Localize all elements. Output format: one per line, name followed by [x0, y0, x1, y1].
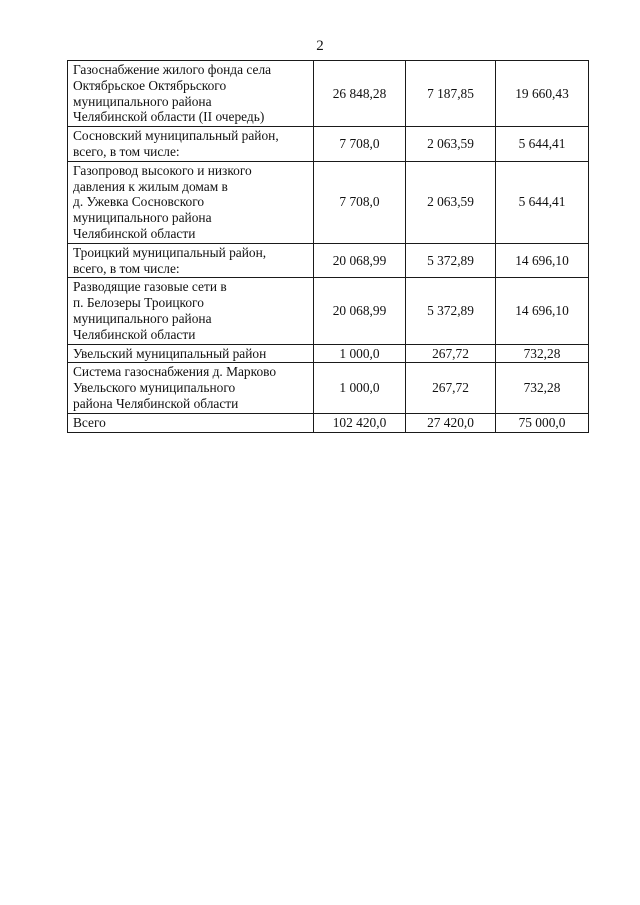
- row-name-cell: [68, 278, 314, 344]
- row-name-line: п. Белозеры Троицкого: [73, 295, 204, 311]
- total-amount-cell: 1 000,0: [314, 344, 406, 363]
- total-amount-cell: 26 848,28: [314, 61, 406, 127]
- row-name-cell: [68, 344, 314, 363]
- total-amount-cell: 20 068,99: [314, 278, 406, 344]
- row-name-line: Октябрьское Октябрьского: [73, 77, 227, 93]
- row-name-line: Разводящие газовые сети в: [73, 279, 227, 295]
- amount-cell: 5 644,41: [496, 161, 589, 243]
- total-amount-cell: 20 068,99: [314, 243, 406, 278]
- table-row: [68, 61, 589, 127]
- funding-table: [67, 60, 589, 433]
- row-name-line: муниципального района: [73, 310, 212, 326]
- total-amount-cell: 7 708,0: [314, 127, 406, 162]
- row-name-cell: [68, 61, 314, 127]
- table-total-row: [68, 413, 589, 432]
- amount-cell: 14 696,10: [496, 278, 589, 344]
- row-name-line: муниципального района: [73, 93, 212, 109]
- row-name-line: Увельского муниципального: [73, 380, 236, 396]
- row-name-line: Газопровод высокого и низкого: [73, 162, 252, 178]
- row-name-line: Троицкий муниципальный район,: [73, 244, 267, 260]
- amount-cell: 732,28: [496, 363, 589, 413]
- amount-cell: 5 644,41: [496, 127, 589, 162]
- table-row: [68, 363, 589, 413]
- row-name-cell: [68, 243, 314, 278]
- amount-cell: 5 372,89: [406, 243, 496, 278]
- row-name-line: Челябинской области: [73, 225, 196, 241]
- total-amount-cell: 7 708,0: [314, 161, 406, 243]
- row-name-line: Всего: [73, 414, 106, 430]
- row-name-cell: [68, 161, 314, 243]
- amount-cell: 7 187,85: [406, 61, 496, 127]
- row-name-line: Увельский муниципальный район: [73, 345, 267, 361]
- page-number: 2: [316, 38, 324, 54]
- row-name-line: Челябинской области: [73, 326, 196, 342]
- amount-cell: 19 660,43: [496, 61, 589, 127]
- row-name-line: Челябинской области (II очередь): [73, 109, 265, 125]
- row-name-line: всего, в том числе:: [73, 260, 180, 276]
- row-name-cell: [68, 413, 314, 432]
- row-name-line: Сосновский муниципальный район,: [73, 128, 279, 144]
- amount-cell: 2 063,59: [406, 127, 496, 162]
- table-row: [68, 127, 589, 162]
- row-name-cell: [68, 363, 314, 413]
- total-amount-cell: 1 000,0: [314, 363, 406, 413]
- row-name-line: района Челябинской области: [73, 395, 239, 411]
- total-amount-cell: 102 420,0: [314, 413, 406, 432]
- table-row: [68, 243, 589, 278]
- row-name-line: муниципального района: [73, 210, 212, 226]
- table-row: [68, 278, 589, 344]
- amount-cell: 14 696,10: [496, 243, 589, 278]
- amount-cell: 75 000,0: [496, 413, 589, 432]
- amount-cell: 2 063,59: [406, 161, 496, 243]
- amount-cell: 5 372,89: [406, 278, 496, 344]
- row-name-line: давления к жилым домам в: [73, 178, 228, 194]
- amount-cell: 732,28: [496, 344, 589, 363]
- amount-cell: 267,72: [406, 344, 496, 363]
- amount-cell: 27 420,0: [406, 413, 496, 432]
- row-name-line: всего, в том числе:: [73, 143, 180, 159]
- table-row: [68, 161, 589, 243]
- table-row: [68, 344, 589, 363]
- row-name-line: д. Ужевка Сосновского: [73, 194, 205, 210]
- row-name-line: Система газоснабжения д. Марково: [73, 364, 277, 380]
- amount-cell: 267,72: [406, 363, 496, 413]
- row-name-line: Газоснабжение жилого фонда села: [73, 62, 272, 77]
- row-name-cell: [68, 127, 314, 162]
